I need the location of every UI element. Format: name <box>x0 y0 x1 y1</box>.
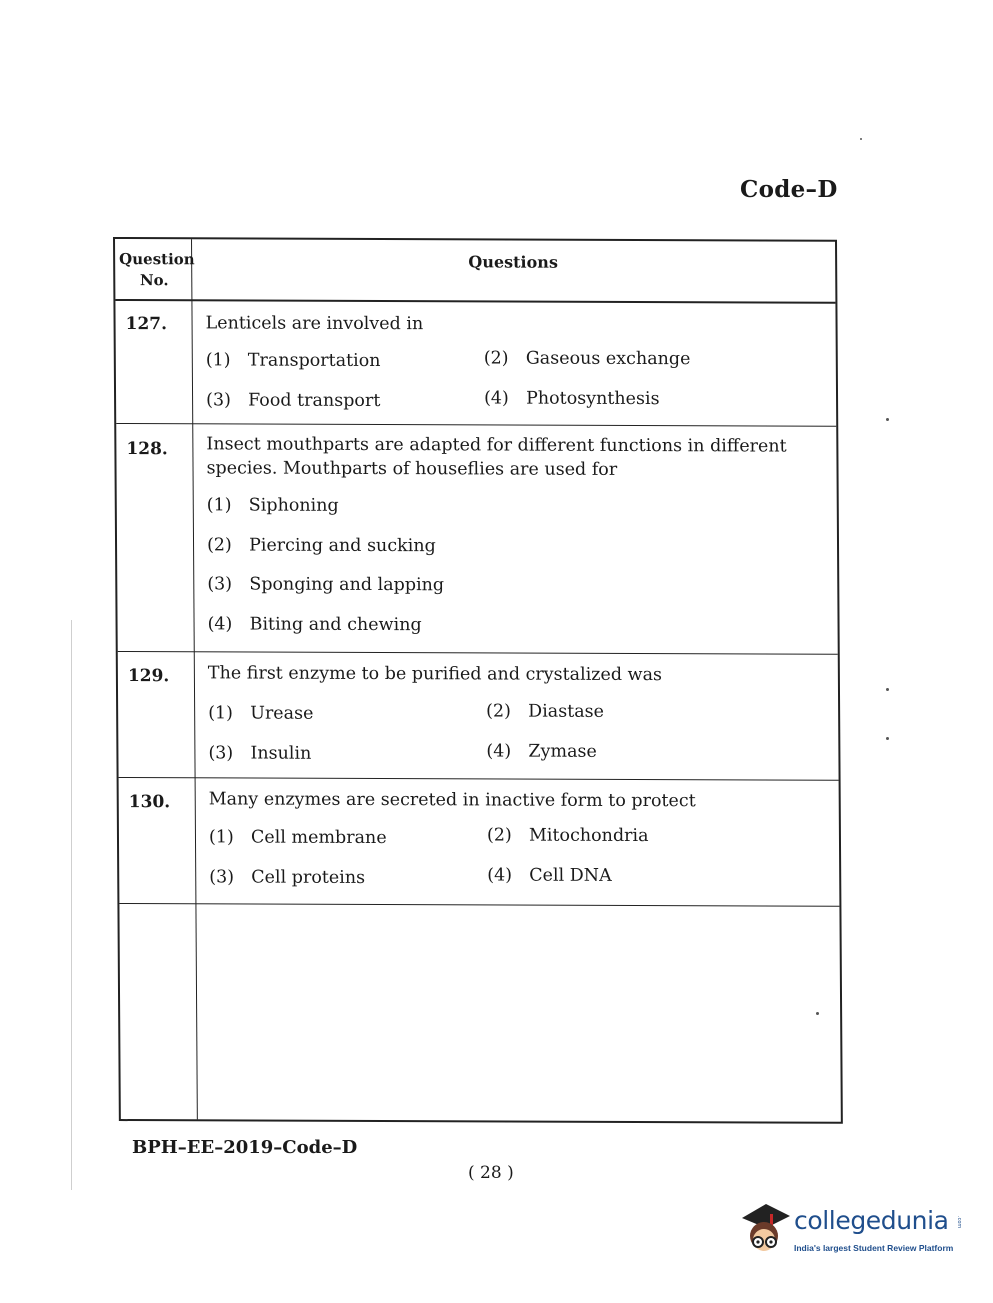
scan-speck <box>886 418 889 421</box>
option-text: Transportation <box>247 350 381 372</box>
scan-speck <box>860 138 862 140</box>
logo-tagline: India's largest Student Review Platform <box>794 1243 954 1253</box>
option-number: (3) <box>207 574 233 595</box>
option-2 <box>207 535 436 556</box>
question-text: The first enzyme to be purified and crystalized was <box>207 663 663 686</box>
scan-edge-line <box>71 620 72 1190</box>
option-2 <box>487 825 649 846</box>
option-1 <box>208 703 313 723</box>
option-text: Cell membrane <box>250 827 387 849</box>
option-text: Cell DNA <box>529 865 612 886</box>
question-number: 128. <box>126 439 168 460</box>
option-number: (1) <box>205 350 231 371</box>
option-text: Gaseous exchange <box>525 348 691 370</box>
table-header <box>115 239 835 304</box>
column-header-question-no: Question No. <box>119 250 195 290</box>
question-text: Insect mouthparts are adapted for different functions in different species. Mouthparts of houseflies are used for <box>206 434 787 480</box>
option-number: (4) <box>486 741 512 762</box>
option-3 <box>206 390 380 411</box>
option-text: Food transport <box>248 390 381 412</box>
question-row-130 <box>119 779 840 907</box>
option-2 <box>486 701 604 721</box>
option-text: Piercing and sucking <box>248 535 436 557</box>
option-number: (1) <box>206 495 232 516</box>
question-text: Many enzymes are secreted in inactive form to protect <box>208 789 696 812</box>
option-text: Zymase <box>528 741 597 762</box>
option-number: (2) <box>483 348 509 369</box>
option-1 <box>206 350 381 371</box>
scan-speck <box>886 688 889 691</box>
question-row-129 <box>118 653 839 781</box>
option-4 <box>486 741 597 761</box>
question-table <box>113 237 843 1124</box>
option-text: Diastase <box>528 701 605 722</box>
option-text: Cell proteins <box>251 867 366 888</box>
scan-speck <box>816 1012 819 1015</box>
option-text: Sponging and lapping <box>249 574 445 596</box>
collegedunia-logo[interactable] <box>736 1196 966 1262</box>
page-number: ( 28 ) <box>468 1163 514 1183</box>
option-4 <box>487 865 612 885</box>
option-text: Urease <box>250 703 314 724</box>
option-text: Photosynthesis <box>525 388 660 410</box>
option-text: Biting and chewing <box>249 614 422 636</box>
column-header-questions: Questions <box>468 252 558 272</box>
option-4 <box>484 388 660 409</box>
question-number: 129. <box>127 666 170 687</box>
option-number: (4) <box>483 388 509 409</box>
question-text: Lenticels are involved in <box>205 313 424 335</box>
option-text: Siphoning <box>248 495 339 516</box>
question-row-128 <box>116 425 838 655</box>
option-text: Insulin <box>250 743 312 764</box>
question-row-127 <box>115 301 836 427</box>
option-1 <box>209 827 387 848</box>
option-number: (4) <box>487 865 513 886</box>
option-1 <box>207 495 339 516</box>
question-number: 127. <box>125 314 168 335</box>
option-number: (3) <box>209 867 235 888</box>
option-2 <box>484 348 691 369</box>
option-3 <box>209 867 365 888</box>
paper-code-header: Code–D <box>740 176 838 203</box>
mascot-icon <box>736 1196 794 1262</box>
question-number: 130. <box>128 792 171 813</box>
option-number: (3) <box>206 390 231 411</box>
option-number: (1) <box>208 827 234 848</box>
option-number: (3) <box>208 743 234 764</box>
option-number: (2) <box>486 825 512 846</box>
option-number: (2) <box>486 701 511 722</box>
option-number: (4) <box>207 614 233 635</box>
scan-speck <box>886 737 889 740</box>
logo-wordmark: collegedunia <box>794 1206 949 1235</box>
logo-domain-suffix: .com <box>956 1216 962 1229</box>
option-4 <box>207 614 421 635</box>
footer-paper-code: BPH–EE–2019–Code–D <box>132 1137 358 1158</box>
option-number: (2) <box>206 535 232 556</box>
option-text: Mitochondria <box>528 825 649 847</box>
option-3 <box>207 574 444 595</box>
option-3 <box>208 743 311 763</box>
option-number: (1) <box>208 703 234 724</box>
